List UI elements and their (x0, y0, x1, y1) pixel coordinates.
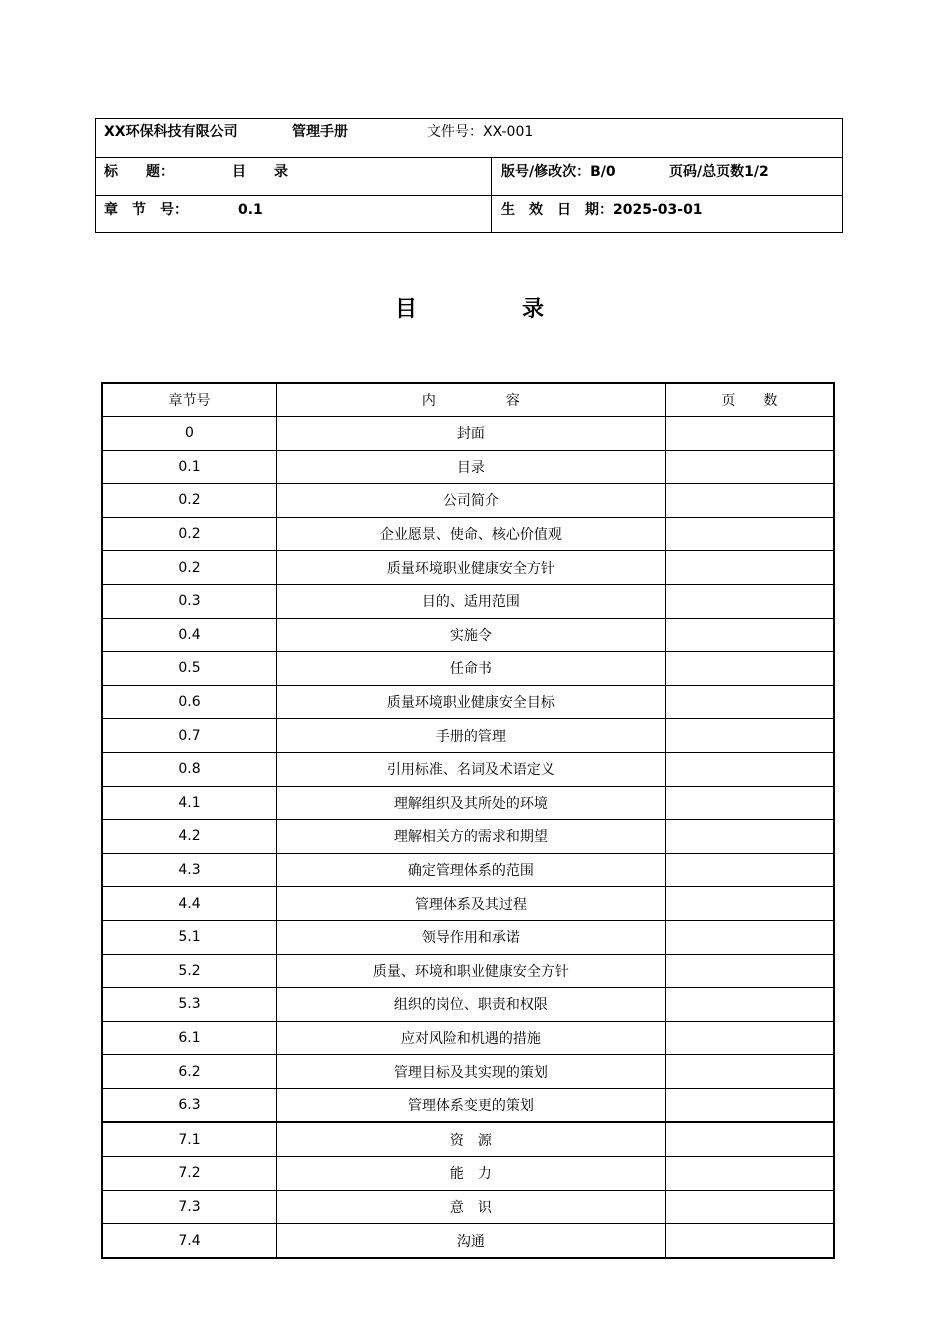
toc-page-number (665, 752, 834, 786)
file-number: 文件号：XX-001 (427, 124, 534, 140)
col-header-content: 内 容 (276, 383, 665, 417)
toc-content: 封面 (276, 417, 665, 451)
toc-chapter-number: 0.1 (102, 450, 276, 484)
toc-content: 引用标准、名词及术语定义 (276, 752, 665, 786)
toc-row (102, 417, 834, 451)
chapter-label: 章 节 号： (104, 202, 188, 218)
toc-chapter-number: 0.4 (102, 618, 276, 652)
document-header (95, 118, 843, 233)
toc-row (102, 752, 834, 786)
toc-page-number (665, 517, 834, 551)
toc-page-number (665, 1088, 834, 1122)
toc-chapter-number: 0.6 (102, 685, 276, 719)
toc-page-number (665, 1021, 834, 1055)
toc-chapter-number: 4.4 (102, 887, 276, 921)
toc-row (102, 618, 834, 652)
toc-header-row (102, 383, 834, 417)
toc-row (102, 517, 834, 551)
toc-row (102, 1055, 834, 1089)
toc-row (102, 786, 834, 820)
toc-content: 企业愿景、使命、核心价值观 (276, 517, 665, 551)
toc-page-number (665, 887, 834, 921)
toc-page-number (665, 853, 834, 887)
manual-name: 管理手册 (292, 124, 348, 140)
header-row-company (96, 119, 842, 158)
toc-content: 意 识 (276, 1190, 665, 1224)
toc-page-number (665, 1055, 834, 1089)
toc-content: 质量环境职业健康安全目标 (276, 685, 665, 719)
toc-page-number (665, 652, 834, 686)
col-header-chapter: 章节号 (102, 383, 276, 417)
toc-page-number (665, 685, 834, 719)
toc-row (102, 1224, 834, 1258)
toc-page-number (665, 786, 834, 820)
toc-row (102, 719, 834, 753)
toc-content: 质量环境职业健康安全方针 (276, 551, 665, 585)
toc-chapter-number: 5.3 (102, 988, 276, 1022)
toc-row (102, 1021, 834, 1055)
toc-chapter-number: 5.2 (102, 954, 276, 988)
toc-content: 管理目标及其实现的策划 (276, 1055, 665, 1089)
toc-row (102, 988, 834, 1022)
toc-content: 确定管理体系的范围 (276, 853, 665, 887)
toc-content: 质量、环境和职业健康安全方针 (276, 954, 665, 988)
toc-chapter-number: 0.2 (102, 517, 276, 551)
toc-table (101, 382, 835, 1259)
toc-chapter-number: 0.7 (102, 719, 276, 753)
toc-content: 沟通 (276, 1224, 665, 1258)
toc-page-number (665, 719, 834, 753)
toc-row (102, 954, 834, 988)
company-name: XX环保科技有限公司 (104, 124, 238, 140)
header-divider (491, 158, 492, 233)
page-title-char-1: 目 (395, 297, 418, 322)
toc-row (102, 1122, 834, 1156)
toc-content: 应对风险和机遇的措施 (276, 1021, 665, 1055)
effective-date: 生 效 日 期：2025-03-01 (501, 202, 703, 218)
toc-page-number (665, 954, 834, 988)
version-info: 版号/修改次：B/0 (501, 164, 616, 180)
toc-chapter-number: 4.3 (102, 853, 276, 887)
toc-row (102, 1190, 834, 1224)
toc-content: 管理体系及其过程 (276, 887, 665, 921)
toc-page-number (665, 820, 834, 854)
toc-chapter-number: 0.8 (102, 752, 276, 786)
page-count: 页码/总页数1/2 (669, 164, 769, 180)
toc-chapter-number: 7.2 (102, 1157, 276, 1191)
toc-page-number (665, 1190, 834, 1224)
toc-page-number (665, 551, 834, 585)
toc-chapter-number: 7.4 (102, 1224, 276, 1258)
header-row-title (96, 158, 842, 196)
toc-chapter-number: 0 (102, 417, 276, 451)
toc-content: 任命书 (276, 652, 665, 686)
toc-chapter-number: 0.2 (102, 551, 276, 585)
toc-page-number (665, 1122, 834, 1156)
toc-row (102, 920, 834, 954)
toc-page-number (665, 584, 834, 618)
toc-content: 资 源 (276, 1122, 665, 1156)
toc-body (102, 417, 834, 1258)
title-label: 标 题： (104, 164, 174, 180)
toc-row (102, 685, 834, 719)
toc-chapter-number: 0.3 (102, 584, 276, 618)
toc-page-number (665, 618, 834, 652)
toc-page-number (665, 450, 834, 484)
toc-row (102, 450, 834, 484)
toc-content: 目录 (276, 450, 665, 484)
header-row-chapter (96, 196, 842, 233)
toc-page-number (665, 1157, 834, 1191)
toc-page-number (665, 417, 834, 451)
col-header-page: 页 数 (665, 383, 834, 417)
toc-page-number (665, 988, 834, 1022)
toc-content: 实施令 (276, 618, 665, 652)
toc-row (102, 551, 834, 585)
toc-page-number (665, 920, 834, 954)
toc-content: 管理体系变更的策划 (276, 1088, 665, 1122)
title-value: 目 录 (232, 164, 288, 180)
toc-row (102, 853, 834, 887)
toc-row (102, 1088, 834, 1122)
toc-chapter-number: 0.2 (102, 484, 276, 518)
toc-page-number (665, 1224, 834, 1258)
toc-content: 领导作用和承诺 (276, 920, 665, 954)
page-title-char-2: 录 (522, 297, 545, 322)
toc-row (102, 484, 834, 518)
chapter-value: 0.1 (238, 202, 263, 218)
toc-content: 公司简介 (276, 484, 665, 518)
toc-chapter-number: 4.2 (102, 820, 276, 854)
toc-content: 理解相关方的需求和期望 (276, 820, 665, 854)
toc-chapter-number: 7.3 (102, 1190, 276, 1224)
toc-chapter-number: 6.1 (102, 1021, 276, 1055)
toc-row (102, 652, 834, 686)
toc-chapter-number: 5.1 (102, 920, 276, 954)
toc-chapter-number: 0.5 (102, 652, 276, 686)
toc-row (102, 887, 834, 921)
toc-content: 手册的管理 (276, 719, 665, 753)
toc-chapter-number: 7.1 (102, 1122, 276, 1156)
toc-content: 能 力 (276, 1157, 665, 1191)
toc-chapter-number: 4.1 (102, 786, 276, 820)
toc-row (102, 820, 834, 854)
toc-row (102, 1157, 834, 1191)
toc-row (102, 584, 834, 618)
toc-content: 目的、适用范围 (276, 584, 665, 618)
toc-content: 组织的岗位、职责和权限 (276, 988, 665, 1022)
toc-chapter-number: 6.2 (102, 1055, 276, 1089)
toc-page-number (665, 484, 834, 518)
toc-content: 理解组织及其所处的环境 (276, 786, 665, 820)
toc-chapter-number: 6.3 (102, 1088, 276, 1122)
